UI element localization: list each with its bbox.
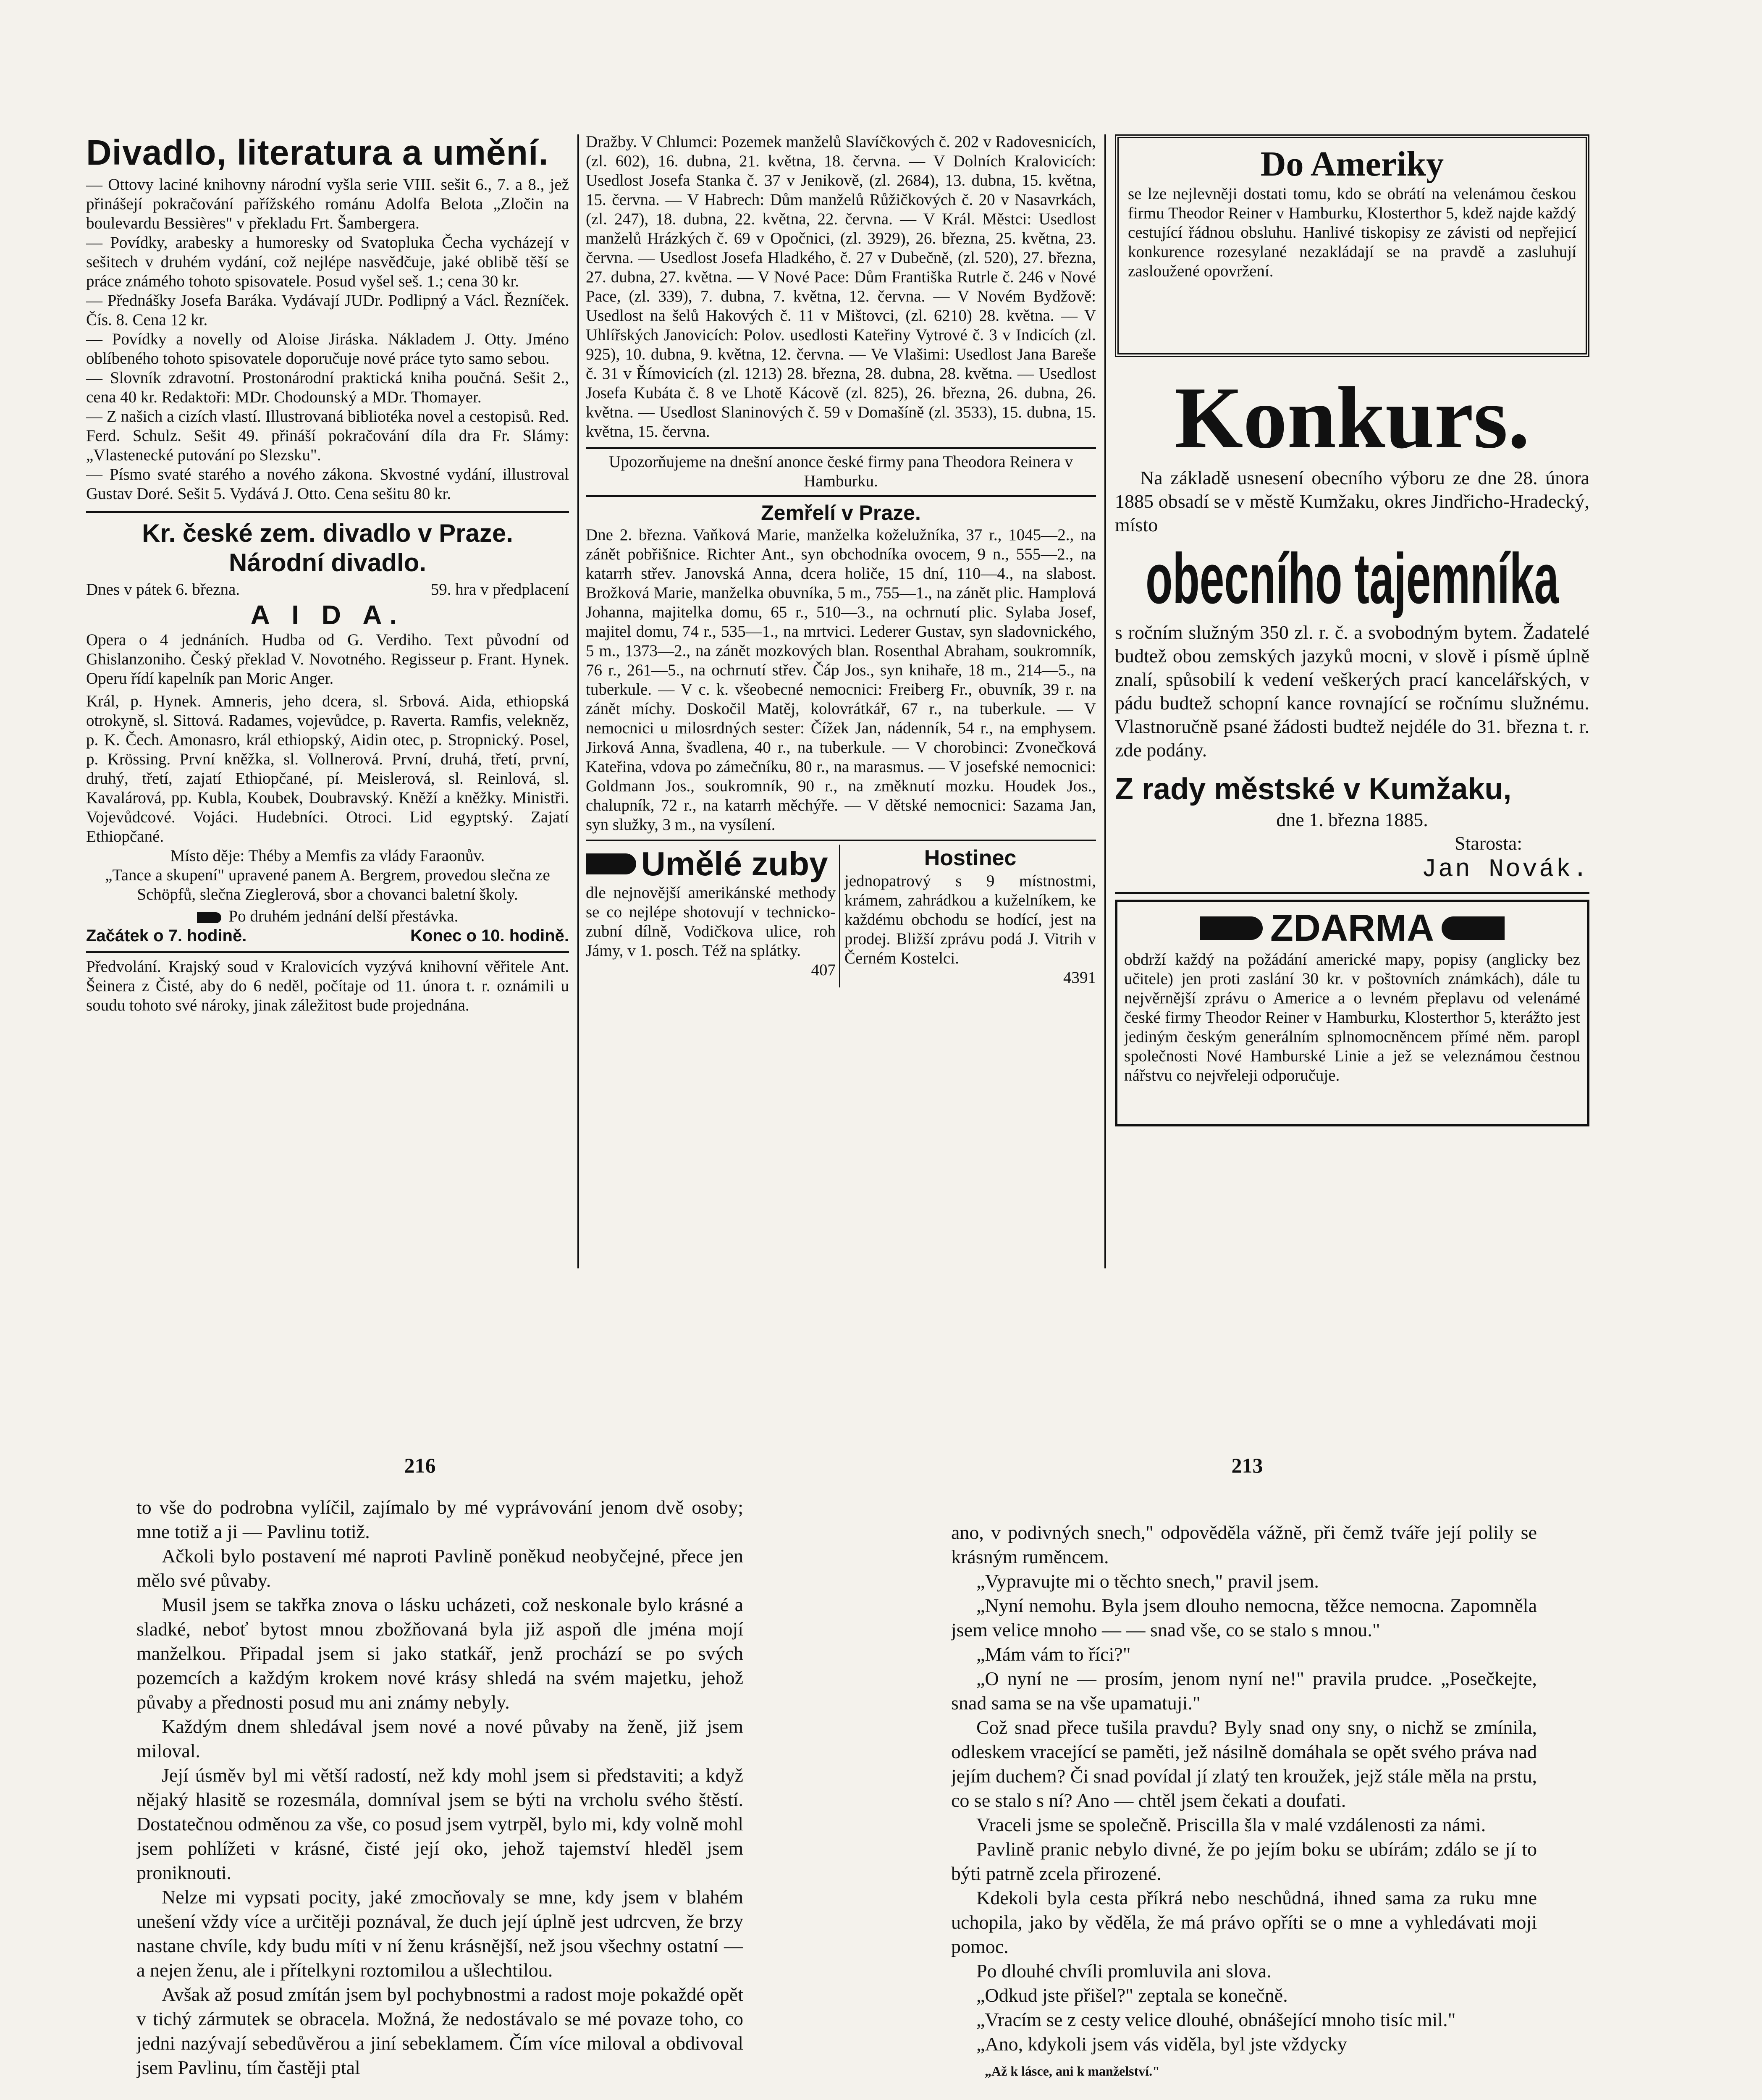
divider	[86, 951, 569, 953]
deaths-list: Dne 2. března. Vaňková Marie, manželka koželužníka, 37 r., 1045—2., na zánět pobřišnice. Richter Ant., syn obchodníka ovocem, 9 n., 555—2., na katarrh střev. Janovská Anna, dcera holiče, 15 dní, 110—4., na slabost. Brožková Marie, manželka obuvníka, 5 m., 755—1., na zánět plic. Hamplová Johanna, majitelka domu, 65 r., 510—3., na ochrnutí plic. Sylaba Josef, majitel domu, 74 r., 535—1., na mrtvici. Lederer Gustav, syn sladovnického, 5 m., 1373—2., na zánět mozkových blan. Rosenthal Abraham, soukromník, 76 r., 261—5., na ochrnutí střev. Čáp Jos., syn knihaře, 18 m., 214—5., na tuberkule. — V c. k. všeobecné nemocnici: Freiberg Fr., obuvník, 39 r. na zánět míchy. Doskočil Matěj, kolovrátkář, 67 r., na tuberkule. — V nemocnici u milosrdných sester: Čížek Jan, nádenník, 54 r., na emphysem. Jirková Anna, švadlena, 40 r., na tuberkule. — V chorobinci: Zvonečková Kateřina, vdova po zámečníku, 80 r., na marasmus. — V josefské nemocnici: Goldmann Jos., soukromník, 90 r., na změknutí mozku. Houdek Jos., chalupník, 72 r., na katarrh měchýře. — V dětské nemocnici: Sazama Jan, syn služky, 3 m., na vysílení.	[586, 526, 1096, 834]
story-paragraph: Nelze mi vypsati pocity, jaké zmocňovaly se mne, kdy jsem v blahém unešení vždy více a určitěji poznával, že duch její úplně jest udrcven, že brzy nastane chvíle, kdy budu míti v ní ženu krásnější, než jsou všechny ostatní — a nejen ženu, ale i přítelkyni roztomilou a ušlechtilou.	[136, 1886, 743, 1981]
story-paragraph: Její úsměv byl mi větší radostí, než kdy mohl jsem si představiti; a když nějaký hlasitě se rozesmála, domníval jsem se býti na vrcholu svého štěstí. Dostatečnou odměnou za vše, co posud jsem vytrpěl, bylo mi, kdy volně mohl jsem pohlížeti v krásné, čisté její oko, jehož tajemství hleděl jsem proniknouti.	[136, 1764, 743, 1883]
zdarma-ad-text: obdrží každý na požádání americké mapy, popisy (anglicky bez učitele) jen proti zaslání 30 kr. v poštovních známkách), dále tu nejvěrnější zprávu o Americe a o levném přeplavu od velenámé české firmy Theodor Reiner v Hamburku, Klosterthor 5, kterážto jest jediným českým generálním splnomocněncem přímé něm. paropl společnosti Nové Hamburské Linie a jež se veleznámou čestnou nářstvu co nejvřeleji odporučuje.	[1124, 950, 1580, 1084]
council-date: dne 1. března 1885.	[1276, 809, 1428, 830]
konkurs-text: Na základě usnesení obecního výboru ze dne 28. února 1885 obsadí se v městě Kumžaku, okres Jindřicho-Hradecký, místo	[1115, 467, 1589, 536]
opera-start: Začátek o 7. hodině.	[86, 927, 247, 945]
story-paragraph: Po dlouhé chvíli promluvila ani slova.	[976, 1960, 1272, 1982]
auctions-notice: Dražby. V Chlumci: Pozemek manželů Slavíčkových č. 202 v Radovesnicích, (zl. 602), 16. dubna, 21. května, 18. června. — V Dolních Kralovicích: Usedlost Josefa Stanka č. 37 v Jenikově, (zl. 2684), 13. dubna, 15. května, 15. června. — V Habrech: Dům manželů Růžičkových č. 20 v Nasavrkách, (zl. 247), 18. dubna, 22. května, 22. června. — V Král. Městci: Usedlost manželů Hrázkých č. 69 v Opočnici, (zl. 3929), 26. března, 25. května, 23. června. — Usedlost Josefa Hladkého, č. 27 v Dubečně, (zl. 520), 27. března, 27. dubna, 27. května. — V Nové Pace: Dům Františka Rutrle č. 246 v Nové Pace, (zl. 339), 7. dubna, 7. května, 12. června. — V Novém Bydžově: Usedlost na šelů Hakových č. 11 v Mištovci, (zl. 6210) 28. května. — V Uhlířských Janovicích: Polov. usedlosti Kateřiny Vytrové č. 3 v Indicích (zl. 925), 10. dubna, 9. května, 12. června. — Ve Vlašimi: Usedlost Jana Bareše č. 31 v Římovicích (zl. 1213) 28. března, 28. dubna, 28. května. — Usedlost Josefa Kubáta č. 8 ve Lhotě Kácově (zl. 825), 26. března, 26. dubna, 26. května. — Usedlost Slaninových č. 59 v Domašíně (zl. 3533), 15. dubna, 15. května, 15. června.	[586, 133, 1096, 441]
pointing-hand-icon	[1200, 916, 1263, 940]
teeth-ad-title: Umělé zuby	[641, 845, 828, 882]
story-footer: „Až k lásce, ani k manželství."	[985, 2063, 1160, 2079]
inn-ad-text: jednopatrový s 9 místnostmi, krámem, zahrádkou a kuželníkem, ke každému obchodu se hodící, jest na prodej. Bližší zprávu podá J. Vitrih v Černém Kostelci.	[844, 872, 1096, 967]
opera-cast: Král, p. Hynek. Amneris, jeho dcera, sl. Srbová. Aida, ethiopská otrokyně, sl. Sittová. Radames, vojevůdce, p. Raverta. Ramfis, velekněz, p. K. Čech. Amonasro, král ethiopský, Aidin otec, p. Stropnický. Posel, p. Krössing. První kněžka, sl. Vollnerová. První, druhá, třetí, první, druhý, třetí, zajatí Ethiopčané, pí. Meislerová, sl. Reinlová, sl. Kavalárová, pp. Kubla, Koubek, Doubravský. Kněží a kněžky. Ministři. Vojevůdcové. Vojáci. Hudebníci. Otroci. Lid egyptský. Zajatí Ethiopčané.	[86, 692, 569, 845]
story-paragraph: „Mám vám to říci?"	[976, 1643, 1131, 1665]
theatre-title: Kr. české zem. divadlo v Praze.	[142, 519, 513, 547]
story-paragraph: to vše do podrobna vylíčil, zajímalo by mé vyprávování jenom dvě osoby; mne totiž a ji — Pavlinu totiž.	[136, 1496, 743, 1542]
teeth-ad-text: dle nejnovější amerikánské methody se co nejlépe shotovují v technicko-zubní dílně, Vodičkova ulice, roh Jámy, v 1. posch. Též na splátky.	[586, 884, 836, 960]
opera-description: Opera o 4 jednáních. Hudba od G. Verdiho. Text původní od Ghislanzoniho. Český překlad V. Novotného. Regisseur p. Frant. Hynek. Operu řídí kapelník pan Moric Anger.	[86, 631, 569, 688]
literature-news	[86, 175, 569, 504]
pointing-hand-icon	[197, 912, 221, 923]
story-paragraph: Ačkoli bylo postavení mé naproti Pavlině poněkud neobyčejné, přece jen mělo své půvaby.	[136, 1545, 743, 1591]
column-rule	[1104, 134, 1106, 1268]
teeth-ad-header	[586, 845, 836, 883]
ads-row	[586, 845, 1096, 987]
news-item: — Povídky a novelly od Aloise Jiráska. Nákladem J. Otty. Jméno oblíbeného tohoto spisovatele doporučuje nové práce tyto samo sebou.	[86, 330, 569, 368]
news-item: — Přednášky Josefa Baráka. Vydávají JUDr. Podlipný a Václ. Řezníček. Čís. 8. Cena 12 kr.	[86, 291, 569, 329]
council-heading: Z rady městské v Kumžaku,	[1115, 772, 1512, 806]
konkurs-conditions: s ročním služným 350 zl. r. č. a svobodným bytem. Žadatelé budtež obou zemských jazyků mocni, v slově i písmě úplně znalí, spůsobilí k vedení veškerých prací kancelářských, v pádu budtež schopní kance rovnající se ročnímu služnému. Vlastnoručně psané žádosti budtež nejdéle do 31. března t. r. zde podány.	[1115, 622, 1589, 761]
story-paragraph: Vraceli jsme se společně. Priscilla šla v malé vzdálenosti za námi.	[976, 1814, 1486, 1835]
theatre-program	[86, 519, 569, 945]
divider	[1115, 892, 1589, 894]
mayor-label: Starosta:	[1455, 832, 1522, 854]
story-paragraph: „Nyní nemohu. Byla jsem dlouho nemocna, těžce nemocna. Zapomněla jsem velice mnoho — — snad vše, co se stalo s mnou."	[951, 1595, 1537, 1641]
opera-note: Po druhém jednání delší přestávka.	[228, 907, 459, 925]
story-paragraph: ano, v podivných snech," odpověděla vážně, při čemž tváře její polily se krásným ruměncem.	[951, 1522, 1537, 1567]
story-paragraph: Musil jsem se takřka znova o lásku ucházeti, což neskonale bylo krásné a sladké, neboť bytost mnou zbožňovaná byla již aspoň dle jména mojí manželkou. Připadal jsem si jako statkář, jenž prochází se po svých pozemcích a každým krokem nové krásy shledá na svém majetku, jehož půvaby a přednosti posud mu ani známy nebyly.	[136, 1594, 743, 1713]
america-ad-text: se lze nejlevněji dostati tomu, kdo se obrátí na velenámou českou firmu Theodor Reiner v Hamburku, Klosterthor 5, kdež najde každý cestující řádnou obsluhu. Hanlivé tiskopisy ze závisti od nepřejicí konkurence rozesylané nezakládají se na pravdě a zasluhují zasloužené opovržení.	[1128, 185, 1576, 280]
theatre-date: Dnes v pátek 6. března.	[86, 580, 240, 598]
america-ad-title: Do Ameriky	[1260, 144, 1444, 184]
court-summons: Předvolání. Krajský soud v Kralovicích vyzývá knihovní věřitele Ant. Šeinera z Čisté, aby do 6 neděl, počítaje od 11. února t. r. oznámili u soudu tohoto své nároky, jinak záležitost bude projednána.	[86, 958, 569, 1014]
opera-times	[86, 926, 569, 945]
teeth-ad-number: 407	[811, 961, 836, 979]
divider	[86, 511, 569, 513]
news-item: — Z našich a cizích vlastí. Illustrovaná bibliotéka novel a cestopisů. Red. Ferd. Schulz. Sešit 49. přináší pokračování díla dra Fr. Slámy: „Vlastenecké putování po Slezsku".	[86, 407, 569, 464]
zdarma-ad-title: ZDARMA	[1270, 907, 1434, 949]
opera-note-row	[86, 907, 569, 926]
opera-place: Místo děje: Théby a Memfis za vlády Faraonův.	[170, 847, 485, 865]
story-paragraph: Kdekoli byla cesta příkrá nebo neschůdná, ihned sama za ruku mne uchopila, jako by věděla, že má právo opříti se o mne a vyhledávati moji pomoc.	[951, 1887, 1537, 1957]
middle-column	[586, 132, 1096, 1283]
news-item: — Slovník zdravotní. Prostonárodní praktická kniha poučná. Sešit 2., cena 40 kr. Redaktoři: MDr. Chodounský a MDr. Thomayer.	[86, 369, 569, 406]
column-rule	[577, 134, 579, 1268]
story-paragraph: Což snad přece tušila pravdu? Byly snad ony sny, o nichž se zmínila, odleskem vracející se paměti, jež násilně domáhala se opět svého práva nad jejím duchem? Či snad povídal jí zlatý ten kroužek, jejž stále měla na prstu, co se stalo s ní? Ano — chtěl jsem čekati a doufati.	[951, 1717, 1537, 1811]
theatre-date-row	[86, 580, 569, 599]
story-paragraph: Každým dnem shledával jsem nové a nové půvaby na ženě, již jsem miloval.	[136, 1716, 743, 1761]
opera-title: A I D A.	[250, 600, 405, 630]
opera-dance: „Tance a skupení" upravené panem A. Bergrem, provedou slečna ze Schöpfů, slečna Zieglerová, sbor a chovanci baletní školy.	[105, 866, 550, 903]
story-paragraph: „Vracím se z cesty velice dlouhé, obnášející mnoho tisíc mil."	[976, 2009, 1456, 2030]
story-paragraph: Avšak až posud zmítán jsem byl pochybnostmi a radost moje pokaždé opět v tichý zármutek se obracela. Možná, že nedostávalo se mé povaze toho, co jedni nazývají sebedůvěrou a jiní sebeklamem. Čím více miloval a obdivoval jsem Pavlinu, tím častěji ptal	[136, 1984, 743, 2078]
news-item: — Písmo svaté starého a nového zákona. Skvostné vydání, illustroval Gustav Doré. Sešit 5. Vydává J. Otto. Cena sešitu 80 kr.	[86, 465, 569, 503]
inn-ad	[844, 845, 1096, 987]
deaths-title: Zemřelí v Praze.	[761, 501, 921, 525]
zdarma-ad-header	[1124, 906, 1580, 950]
konkurs-title: Konkurs.	[1174, 369, 1530, 467]
inn-ad-title: Hostinec	[924, 846, 1017, 870]
news-item: — Povídky, arabesky a humoresky od Svatopluka Čecha vycházejí v sešitech v druhém vydání, což nejlépe nasvědčuje, jaké oblibě těší se práce známého tohoto spisovatele. Posud vyšel seš. 1.; cena 30 kr.	[86, 234, 569, 290]
news-item: — Ottovy laciné knihovny národní vyšla serie VIII. sešit 6., 7. a 8., jež přinášejí pokračování pařížského románu Adolfa Belota „Zločin na boulevardu Bessières" v překladu Frt. Šambergera.	[86, 176, 569, 232]
story-paragraph: Pavlině pranic nebylo divné, že po jejím boku se ubírám; zdálo se jí to býti patrně zcela přirozené.	[951, 1838, 1537, 1884]
inn-ad-number: 4391	[1063, 969, 1096, 987]
section-heading: Divadlo, literatura a umění.	[86, 133, 549, 172]
zdarma-ad	[1115, 900, 1589, 1126]
story-paragraph: „Ano, kdykoli jsem vás viděla, byl jste vždycky	[976, 2033, 1347, 2055]
pointing-hand-icon	[1442, 916, 1505, 940]
divider	[586, 840, 1096, 841]
right-column	[1115, 134, 1589, 1285]
firm-notice: Upozorňujeme na dnešní anonce české firmy pana Theodora Reinera v Hamburku.	[609, 453, 1073, 490]
teeth-ad	[586, 845, 840, 987]
theatre-show: 59. hra v předplacení	[430, 580, 569, 598]
opera-end: Konec o 10. hodině.	[410, 927, 569, 945]
story-paragraph: „Odkud jste přišel?" zeptala se konečně.	[976, 1984, 1288, 2006]
konkurs-post: obecního tajemníka	[1146, 539, 1559, 619]
divider	[586, 447, 1096, 449]
left-column	[86, 132, 569, 1283]
america-ad	[1115, 134, 1589, 357]
page-number-left: 216	[404, 1454, 436, 1477]
divider	[586, 495, 1096, 497]
page-number-right: 213	[1231, 1454, 1263, 1477]
story-page-right	[951, 1520, 1537, 2100]
story-page-left	[136, 1495, 743, 2100]
story-paragraph: „O nyní ne — prosím, jenom nyní ne!" pravila prudce. „Posečkejte, snad sama se na vše upamatuji."	[951, 1668, 1537, 1714]
mayor-name: Jan Novák.	[1421, 856, 1589, 884]
story-paragraph: „Vypravujte mi o těchto snech," pravil jsem.	[976, 1570, 1319, 1592]
pointing-hand-icon	[586, 853, 636, 874]
theatre-subtitle: Národní divadlo.	[228, 549, 427, 577]
